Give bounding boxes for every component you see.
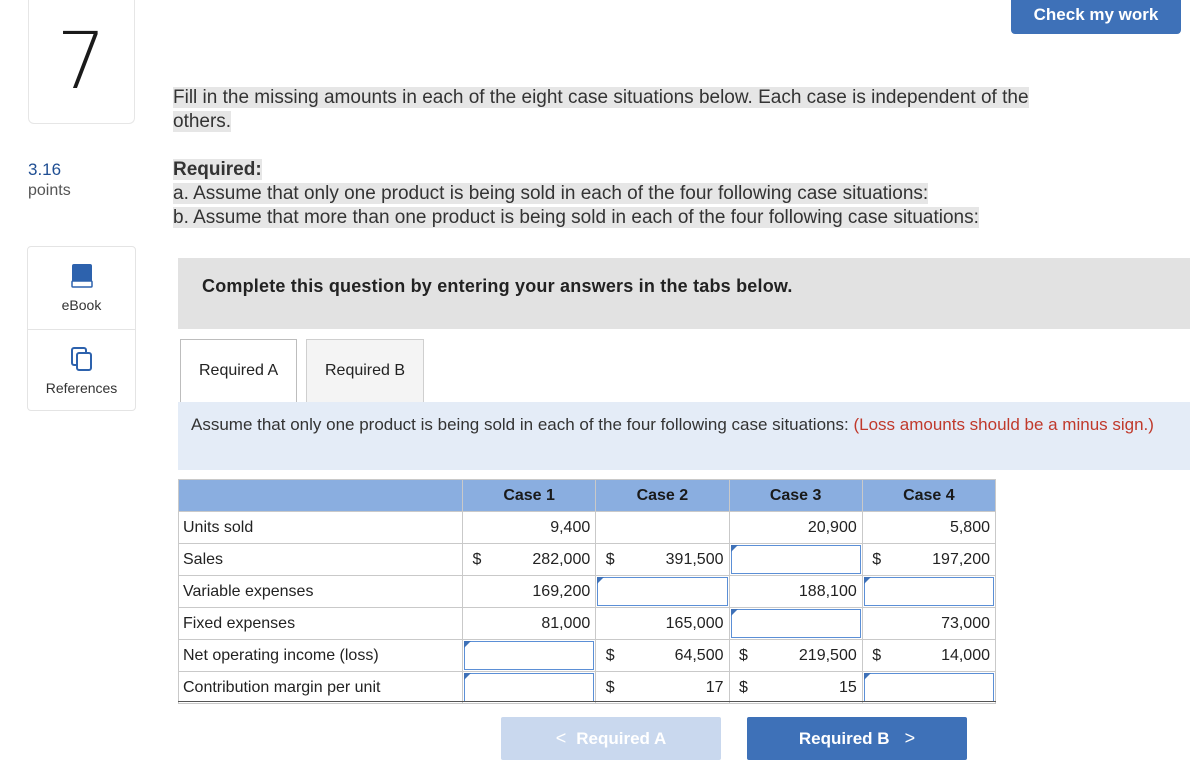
chevron-right-icon: > xyxy=(889,728,916,748)
currency-symbol: $ xyxy=(605,678,615,696)
row-label: Fixed expenses xyxy=(179,608,463,640)
cell-value: 197,200 xyxy=(932,550,990,568)
tab-instruction xyxy=(178,402,1190,470)
answer-input[interactable] xyxy=(464,641,594,670)
cell-value: 165,000 xyxy=(665,614,724,632)
question-number: 7 xyxy=(28,0,135,124)
header-case-3: Case 3 xyxy=(729,480,862,512)
points-label: points xyxy=(28,182,71,199)
cell-value: 14,000 xyxy=(941,646,990,664)
answer-cell xyxy=(463,672,596,704)
value-cell xyxy=(596,672,729,704)
tools-panel xyxy=(27,246,136,411)
case-table xyxy=(178,479,996,704)
value-cell xyxy=(862,544,995,576)
answer-cell xyxy=(862,672,995,704)
row-label: Contribution margin per unit xyxy=(179,672,463,704)
cell-value: 81,000 xyxy=(541,614,591,632)
table-row xyxy=(179,576,996,608)
currency-symbol: $ xyxy=(872,550,882,568)
value-cell xyxy=(729,640,862,672)
required-a-text: a. Assume that only one product is being sold in each of the four following case situations: xyxy=(173,183,929,204)
prev-label: Required A xyxy=(576,728,667,748)
check-my-work-button[interactable]: Check my work xyxy=(1011,0,1181,34)
value-cell xyxy=(862,640,995,672)
cell-value: 391,500 xyxy=(665,550,724,568)
value-cell xyxy=(729,672,862,704)
points-panel xyxy=(28,160,71,200)
points-value: 3.16 xyxy=(28,160,62,179)
table-row xyxy=(179,512,996,544)
currency-symbol: $ xyxy=(739,646,748,664)
value-cell xyxy=(596,512,729,544)
answer-cell xyxy=(729,608,862,640)
value-cell xyxy=(463,608,596,640)
table-row xyxy=(179,544,996,576)
cell-value: 73,000 xyxy=(941,614,990,632)
required-title: Required: xyxy=(173,159,262,180)
tab-required-a[interactable]: Required A xyxy=(180,339,297,402)
table-row xyxy=(179,608,996,640)
header-case-2: Case 2 xyxy=(596,480,729,512)
cell-value: 20,900 xyxy=(807,518,857,536)
next-label: Required B xyxy=(798,728,890,748)
references-label: References xyxy=(45,379,118,396)
row-label: Sales xyxy=(179,544,463,576)
value-cell xyxy=(596,544,729,576)
value-cell xyxy=(862,608,995,640)
currency-symbol: $ xyxy=(605,646,615,664)
value-cell xyxy=(463,544,596,576)
value-cell xyxy=(862,512,995,544)
ebook-label: eBook xyxy=(61,297,102,313)
tab-required-b[interactable]: Required B xyxy=(306,339,424,402)
required-section xyxy=(173,158,979,230)
answer-cell xyxy=(596,576,729,608)
answer-input[interactable] xyxy=(731,545,861,574)
cell-value: 15 xyxy=(838,678,857,696)
answer-input[interactable] xyxy=(464,673,594,702)
value-cell xyxy=(596,640,729,672)
row-label: Variable expenses xyxy=(179,576,463,608)
required-b-text: b. Assume that more than one product is being sold in each of the four following case situations: xyxy=(173,207,979,228)
currency-symbol: $ xyxy=(605,550,615,568)
instruction-text: Assume that only one product is being sold in each of the four following case situations: xyxy=(191,415,854,434)
cell-value: 5,800 xyxy=(949,518,990,536)
cell-value: 17 xyxy=(705,678,724,696)
value-cell xyxy=(729,576,862,608)
cell-value: 282,000 xyxy=(532,550,591,568)
value-cell xyxy=(729,512,862,544)
value-cell xyxy=(596,608,729,640)
header-case-4: Case 4 xyxy=(862,480,995,512)
loss-note: (Loss amounts should be a minus sign.) xyxy=(853,415,1154,434)
table-bottom-rule xyxy=(178,701,996,702)
intro-line-1: Fill in the missing amounts in each of the eight case situations below. Each case is independent of the xyxy=(173,87,1029,108)
row-label: Units sold xyxy=(179,512,463,544)
prev-required-a-button[interactable] xyxy=(501,717,721,760)
answer-input[interactable] xyxy=(597,577,727,606)
book-icon xyxy=(70,263,94,289)
references-icon xyxy=(70,346,94,372)
cell-value: 169,200 xyxy=(532,582,591,600)
value-cell xyxy=(463,576,596,608)
answer-cell xyxy=(862,576,995,608)
table-row xyxy=(179,672,996,704)
table-row xyxy=(179,640,996,672)
currency-symbol: $ xyxy=(472,550,482,568)
currency-symbol: $ xyxy=(739,678,748,696)
table-header-row xyxy=(179,480,996,512)
intro-line-2: others. xyxy=(173,111,232,132)
value-cell xyxy=(463,512,596,544)
answer-input[interactable] xyxy=(864,673,994,702)
answer-cell xyxy=(463,640,596,672)
answer-cell xyxy=(729,544,862,576)
complete-instructions: Complete this question by entering your answers in the tabs below. xyxy=(178,258,1190,329)
header-case-1: Case 1 xyxy=(463,480,596,512)
references-button[interactable] xyxy=(28,329,135,411)
next-required-b-button[interactable] xyxy=(747,717,967,760)
currency-symbol: $ xyxy=(872,646,882,664)
question-intro xyxy=(173,86,1029,134)
header-blank xyxy=(179,480,463,512)
answer-input[interactable] xyxy=(731,609,861,638)
cell-value: 64,500 xyxy=(674,646,724,664)
cell-value: 188,100 xyxy=(798,582,857,600)
cell-value: 219,500 xyxy=(798,646,857,664)
answer-input[interactable] xyxy=(864,577,994,606)
cell-value: 9,400 xyxy=(550,518,591,536)
row-label: Net operating income (loss) xyxy=(179,640,463,672)
ebook-button[interactable] xyxy=(28,247,135,329)
chevron-left-icon: < xyxy=(555,728,577,748)
